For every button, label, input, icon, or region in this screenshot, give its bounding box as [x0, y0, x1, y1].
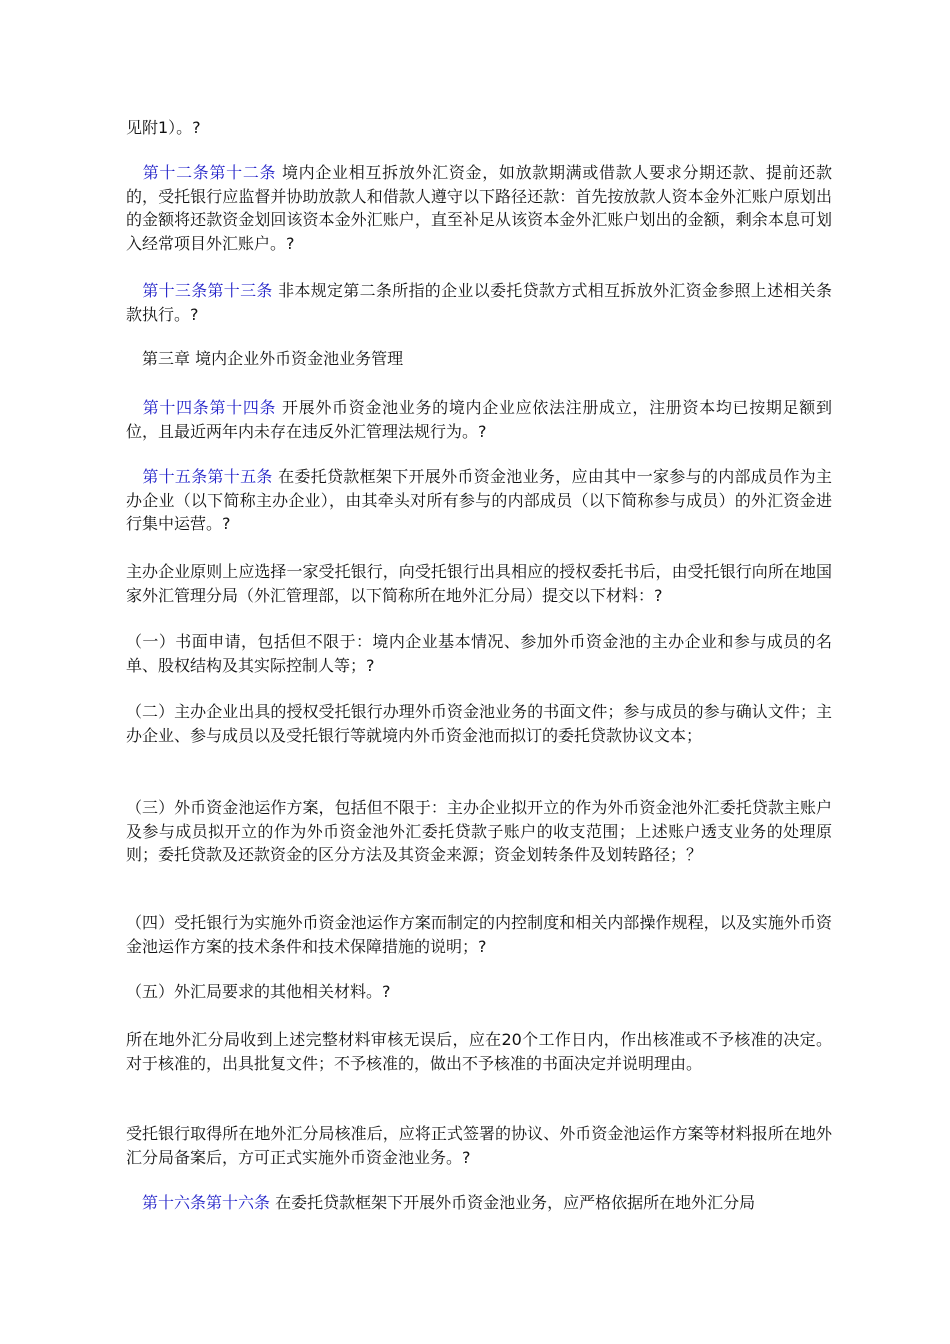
paragraph-text: 所在地外汇分局收到上述完整材料审核无误后，应在20个工作日内，作出核准或不予核准的决定。对于核准的，出具批复文件；不予核准的，做出不予核准的书面决定并说明理由。	[126, 1030, 832, 1073]
list-item-text: （二）主办企业出具的授权受托银行办理外币资金池业务的书面文件；参与成员的参与确认文件；主办企业、参与成员以及受托银行等就境内外币资金池而拟订的委托贷款协议文本；	[126, 702, 832, 745]
article-16-link[interactable]: 第十六条第十六条	[142, 1193, 271, 1212]
indent	[126, 1193, 142, 1212]
paragraph-text: 在委托贷款框架下开展外币资金池业务，应由其中一家参与的内部成员作为主办企业（以下简称主办企业），由其牵头对所有参与的内部成员（以下简称参与成员）的外汇资金进行集中运营。?	[126, 467, 832, 533]
paragraph-text: 在委托贷款框架下开展外币资金池业务，应严格依据所在地外汇分局	[270, 1193, 756, 1212]
paragraph-text: 受托银行取得所在地外汇分局核准后，应将正式签署的协议、外币资金池运作方案等材料报所在地外汇分局备案后，方可正式实施外币资金池业务。?	[126, 1124, 832, 1167]
list-item-2	[126, 700, 832, 747]
paragraph-article-14	[126, 396, 832, 443]
indent	[126, 349, 142, 368]
paragraph-article-16	[126, 1191, 832, 1215]
article-15-link[interactable]: 第十五条第十五条	[142, 467, 273, 486]
list-item-text: （一）书面申请，包括但不限于：境内企业基本情况、参加外币资金池的主办企业和参与成员的名单、股权结构及其实际控制人等；?	[126, 632, 832, 675]
chapter-3-heading	[126, 347, 832, 371]
paragraph-text: 见附1）。?	[126, 118, 201, 137]
paragraph-host-enterprise	[126, 560, 832, 607]
article-14-link[interactable]: 第十四条第十四条	[142, 398, 277, 417]
article-12-link[interactable]: 第十二条第十二条	[142, 163, 277, 182]
paragraph-appendix-note	[126, 116, 832, 140]
list-item-4	[126, 911, 832, 958]
list-item-text: （五）外汇局要求的其他相关材料。?	[126, 982, 391, 1001]
paragraph-article-15	[126, 465, 832, 536]
list-item-text: （四）受托银行为实施外币资金池运作方案而制定的内控制度和相关内部操作规程，以及实施外币资金池运作方案的技术条件和技术保障措施的说明；?	[126, 913, 832, 956]
list-item-3	[126, 796, 832, 867]
chapter-title: 第三章 境内企业外币资金池业务管理	[142, 349, 404, 368]
indent	[126, 281, 142, 300]
list-item-text: （三）外币资金池运作方案，包括但不限于：主办企业拟开立的作为外币资金池外汇委托贷款主账户及参与成员拟开立的作为外币资金池外汇委托贷款子账户的收支范围；上述账户透支业务的处理原则；委托贷款及还款资金的区分方法及其资金来源；资金划转条件及划转路径；？	[126, 798, 832, 864]
paragraph-text: 主办企业原则上应选择一家受托银行，向受托银行出具相应的授权委托书后，由受托银行向所在地国家外汇管理分局（外汇管理部，以下简称所在地外汇分局）提交以下材料：?	[126, 562, 832, 605]
paragraph-text: 非本规定第二条所指的企业以委托贷款方式相互拆放外汇资金参照上述相关条款执行。?	[126, 281, 832, 324]
indent	[126, 163, 143, 182]
article-13-link[interactable]: 第十三条第十三条	[142, 281, 273, 300]
list-item-5	[126, 980, 832, 1004]
indent	[126, 467, 142, 486]
paragraph-article-13	[126, 279, 832, 326]
paragraph-text: 境内企业相互拆放外汇资金，如放款期满或借款人要求分期还款、提前还款的，受托银行应监督并协助放款人和借款人遵守以下路径还款：首先按放款人资本金外汇账户原划出的金额将还款资金划回该资本金外汇账户，直至补足从该资本金外汇账户划出的金额，剩余本息可划入经常项目外汇账户。?	[126, 163, 832, 253]
paragraph-article-12	[126, 161, 832, 255]
indent	[126, 398, 143, 417]
paragraph-filing	[126, 1122, 832, 1169]
list-item-1	[126, 630, 832, 677]
paragraph-approval	[126, 1028, 832, 1075]
paragraph-text: 开展外币资金池业务的境内企业应依法注册成立，注册资本均已按期足额到位，且最近两年内未存在违反外汇管理法规行为。?	[126, 398, 832, 441]
